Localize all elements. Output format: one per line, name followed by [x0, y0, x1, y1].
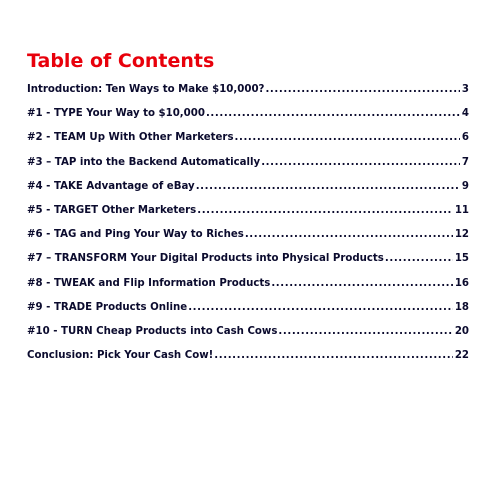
dot-leader [235, 132, 460, 143]
dot-leader [271, 278, 452, 289]
toc-entry-label: #9 - TRADE Products Online [27, 301, 188, 313]
page-title: Table of Contents [27, 50, 215, 72]
toc-entry-1[interactable] [27, 108, 469, 132]
toc-entry-page-number: 9 [461, 180, 469, 192]
toc-entry-conclusion[interactable] [27, 350, 469, 374]
toc-entry-2[interactable] [27, 132, 469, 156]
dot-leader [188, 302, 453, 313]
toc-entry-7[interactable] [27, 253, 469, 277]
toc-entry-label: #3 – TAP into the Backend Automatically [27, 156, 261, 168]
dot-leader [278, 326, 452, 337]
toc-entry-label: #8 - TWEAK and Flip Information Products [27, 277, 271, 289]
toc-entry-page-number: 18 [454, 301, 469, 313]
toc-entry-page-number: 20 [454, 325, 469, 337]
toc-entry-6[interactable] [27, 229, 469, 253]
toc-entry-label: #5 - TARGET Other Marketers [27, 204, 197, 216]
toc-entry-page-number: 15 [454, 253, 469, 265]
toc-entry-label: #1 - TYPE Your Way to $10,000 [27, 108, 205, 120]
toc-entry-4[interactable] [27, 181, 469, 205]
dot-leader [245, 229, 453, 240]
dot-leader [261, 157, 460, 168]
toc-entry-label: #6 - TAG and Ping Your Way to Riches [27, 229, 244, 241]
toc-entry-page-number: 22 [454, 350, 469, 362]
toc-entry-label: #7 – TRANSFORM Your Digital Products into Physical Products [27, 253, 384, 265]
toc-entry-label: #4 - TAKE Advantage of eBay [27, 180, 195, 192]
dot-leader [265, 84, 459, 95]
toc-entry-label: #2 - TEAM Up With Other Marketers [27, 132, 234, 144]
toc-entry-page-number: 6 [461, 132, 469, 144]
toc-entry-label: #10 - TURN Cheap Products into Cash Cows [27, 325, 278, 337]
dot-leader [206, 108, 460, 119]
toc-entry-page-number: 11 [454, 204, 469, 216]
toc-entry-label: Conclusion: Pick Your Cash Cow! [27, 350, 214, 362]
toc-entry-8[interactable] [27, 278, 469, 302]
toc-entry-3[interactable] [27, 157, 469, 181]
toc-entry-page-number: 3 [461, 84, 469, 95]
toc-entry-page-number: 7 [461, 156, 469, 168]
toc-entry-page-number: 4 [461, 108, 469, 120]
toc-entry-introduction[interactable] [27, 84, 469, 108]
dot-leader [214, 350, 453, 361]
toc-entry-10[interactable] [27, 326, 469, 350]
toc-entry-5[interactable] [27, 205, 469, 229]
toc-entry-9[interactable] [27, 302, 469, 326]
toc-entry-page-number: 16 [454, 277, 469, 289]
dot-leader [385, 253, 453, 264]
toc-list [27, 84, 469, 374]
dot-leader [197, 205, 453, 216]
toc-entry-page-number: 12 [454, 229, 469, 241]
toc-entry-label: Introduction: Ten Ways to Make $10,000? [27, 84, 265, 95]
dot-leader [196, 181, 460, 192]
